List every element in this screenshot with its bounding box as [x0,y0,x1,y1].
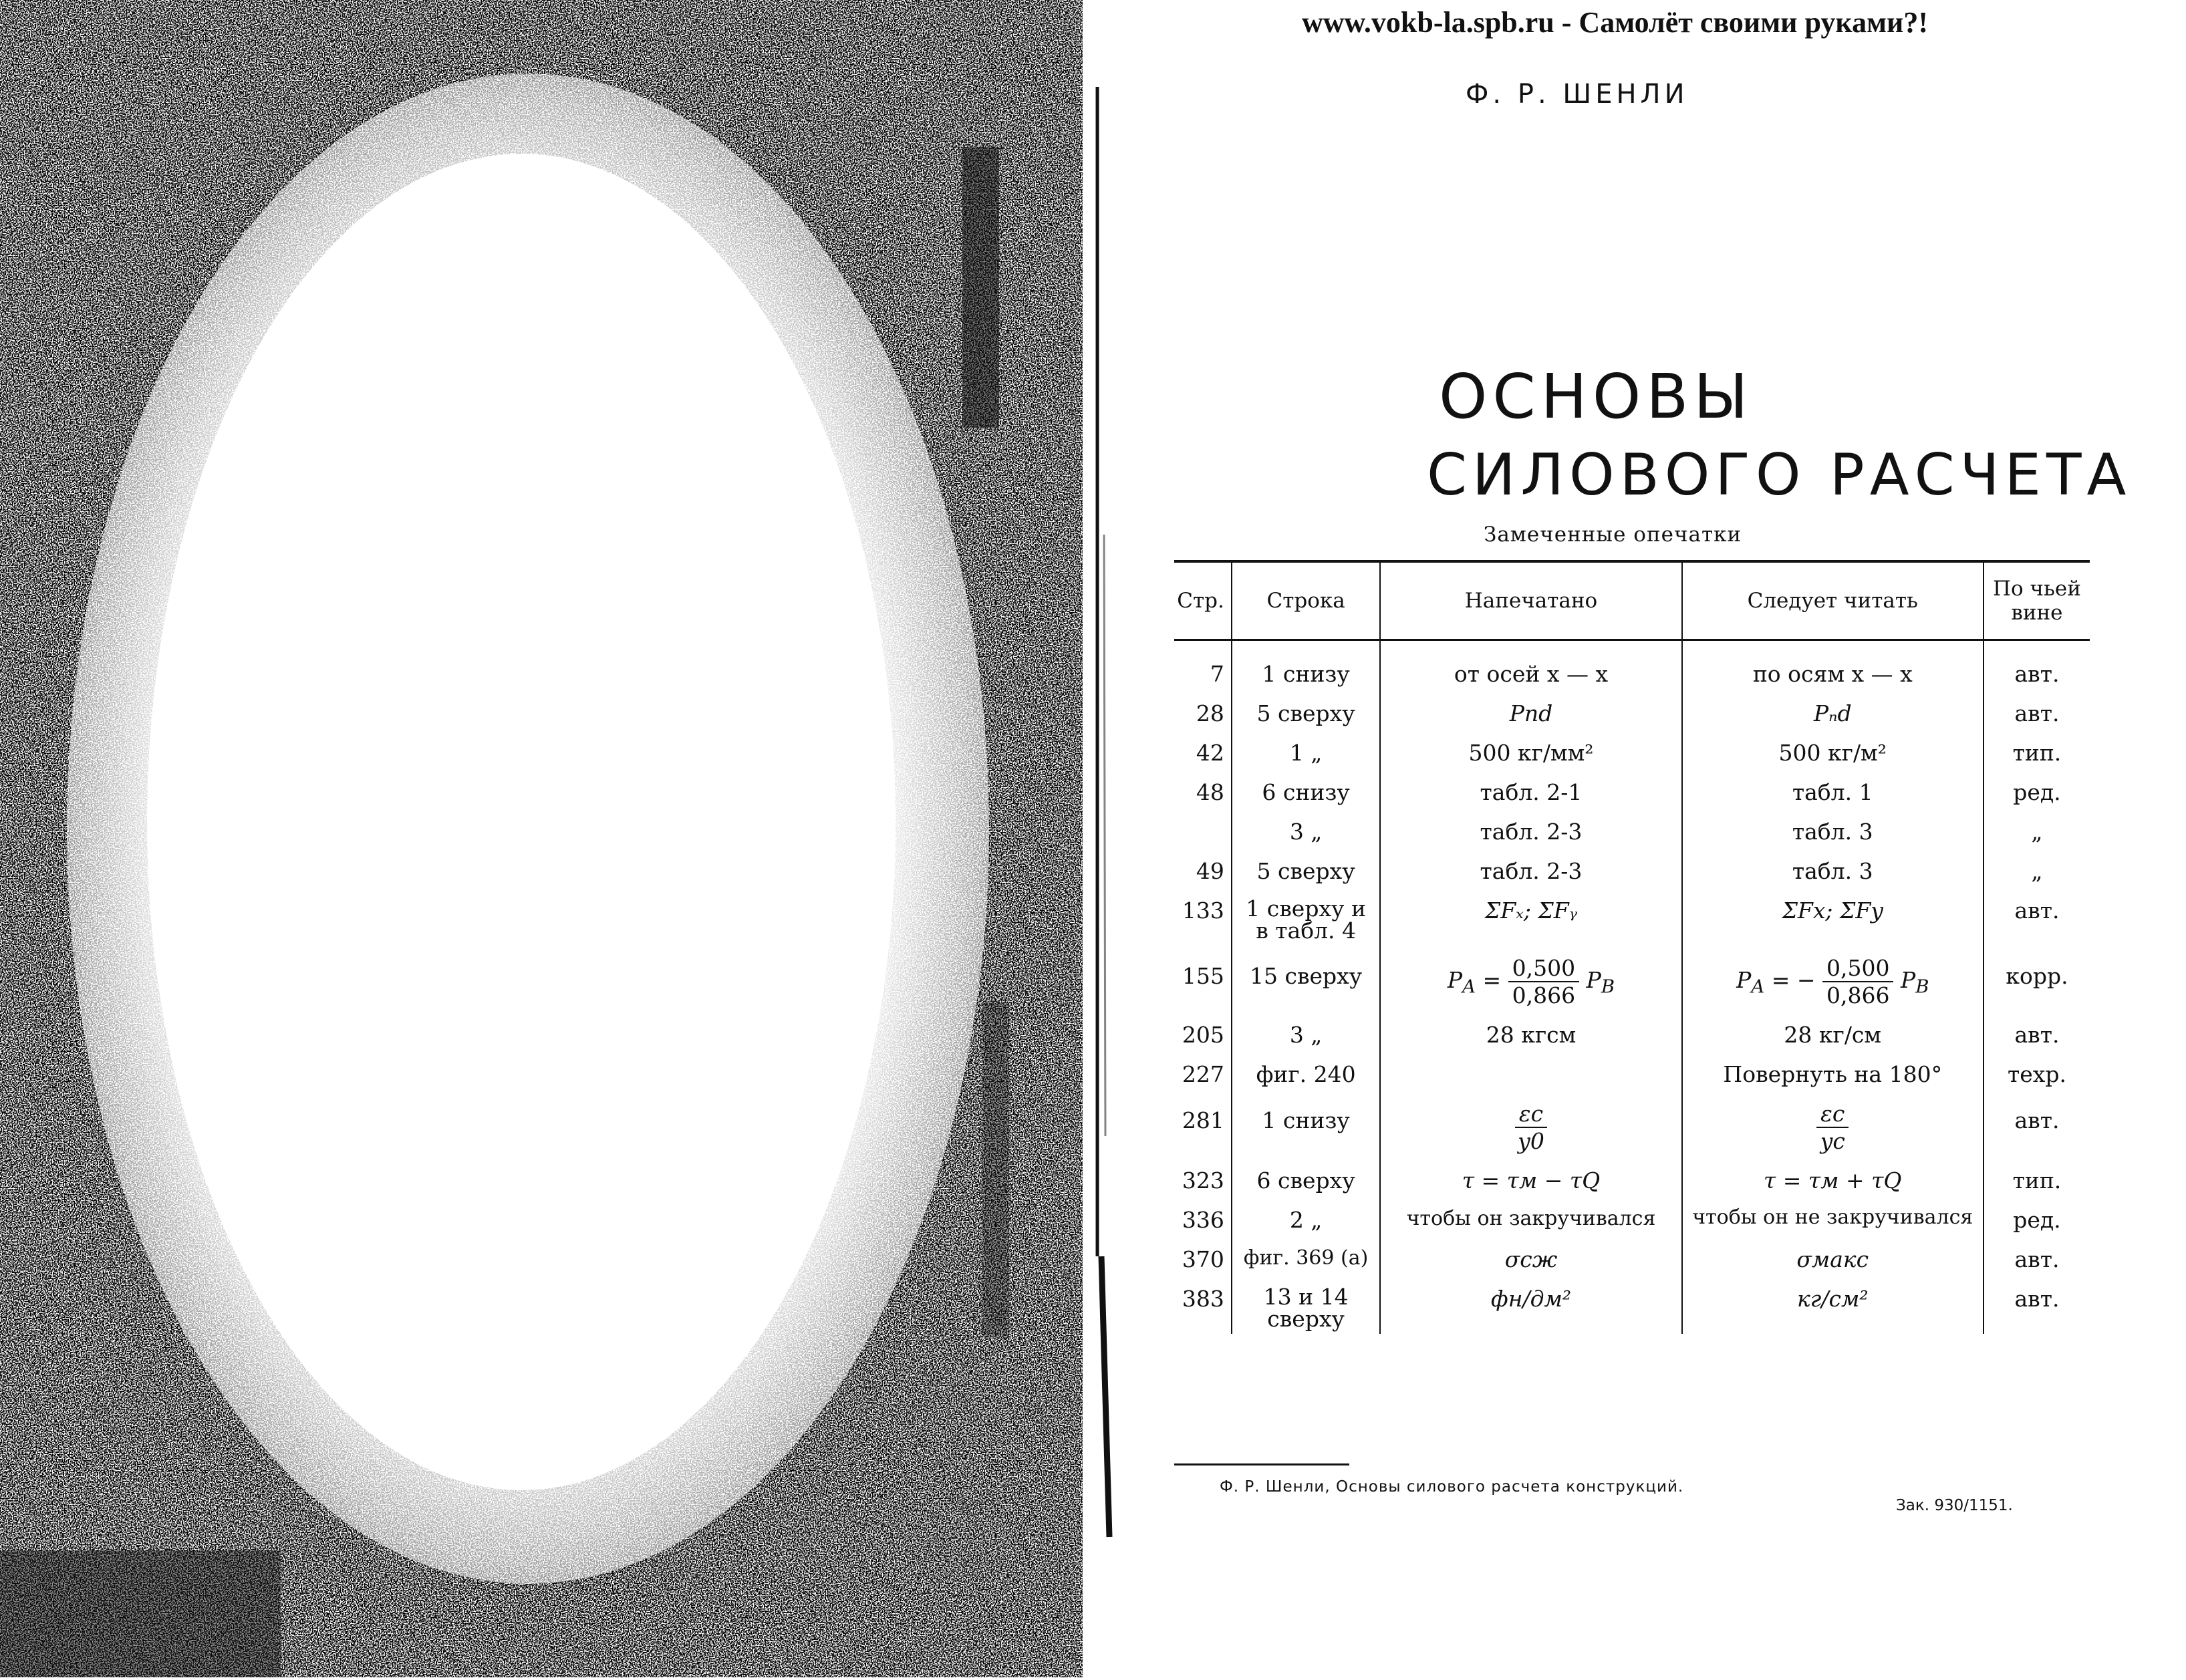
cell-correct: τ = τм + τQ [1682,1158,1984,1198]
cell-correct: 28 кг/см [1682,1012,1984,1052]
errata-header-row [1174,561,2090,640]
fraction-denominator: y0 [1518,1128,1544,1154]
cell-line: фиг. 369 (а) [1232,1237,1381,1276]
cell-printed: чтобы он закручивался [1380,1198,1681,1237]
cell-printed: от осей x — x [1380,640,1681,692]
cell-page: 370 [1182,1246,1224,1272]
table-row [1174,1012,2090,1052]
book-subtitle: СИЛОВОГО РАСЧЕТА [1427,442,2132,509]
book-spine [1083,0,1146,1677]
cell-fault: авт. [1984,888,2090,946]
cell-line: 15 сверху [1232,946,1381,1012]
fraction-numerator: 0,500 [1508,955,1579,982]
table-row [1174,770,2090,809]
cell-page: 133 [1182,897,1224,924]
formula-rhs-sub: B [1601,976,1615,998]
table-row [1174,640,2090,692]
cell-printed: σсж [1380,1237,1681,1276]
cell-correct: Повернуть на 180° [1682,1052,1984,1091]
cell-printed-formula [1380,1091,1681,1158]
table-row [1174,1091,2090,1158]
cell-printed: табл. 2-1 [1380,770,1681,809]
table-row [1174,888,2090,946]
fraction-denominator: 0,866 [1512,982,1576,1008]
formula-lhs: P [1447,967,1463,993]
cell-printed: ΣFₓ; ΣFᵧ [1380,888,1681,946]
cell-page: 227 [1182,1061,1224,1087]
cell-page: 383 [1182,1286,1224,1312]
cell-correct: табл. 3 [1682,849,1984,888]
cell-page: 336 [1182,1207,1224,1233]
cell-page [1174,809,1232,849]
cell-line: 2 „ [1232,1198,1381,1237]
cell-correct: чтобы он не закручивался [1682,1198,1984,1237]
cell-printed: табл. 2-3 [1380,849,1681,888]
cell-page: 48 [1196,779,1224,805]
footnote: Ф. Р. Шенли, Основы силового расчета конструкций. [1220,1478,1684,1496]
fraction [1508,955,1579,1008]
cell-line: 5 сверху [1232,849,1381,888]
right-page [1146,0,2186,1677]
cell-page: 28 [1196,700,1224,726]
cell-correct: 500 кг/м² [1682,730,1984,770]
cell-line: 6 снизу [1232,770,1381,809]
formula-lhs-sub: A [1751,976,1765,998]
table-row [1174,1052,2090,1091]
cell-line: 5 сверху [1232,691,1381,730]
col-header-line: Строка [1232,561,1381,640]
book-title: ОСНОВЫ [1439,361,1754,432]
cell-line: 1 снизу [1232,1091,1381,1158]
cell-printed: табл. 2-3 [1380,809,1681,849]
cell-printed: фн/дм² [1380,1276,1681,1334]
footnote-rule [1174,1463,1349,1465]
cell-line: 13 и 14 сверху [1232,1276,1381,1334]
col-header-correct: Следует читать [1682,561,1984,640]
cell-correct: по осям x — x [1682,640,1984,692]
cell-page: 205 [1182,1022,1224,1048]
cell-correct-formula [1682,946,1984,1012]
fraction [1816,1101,1849,1154]
col-header-printed: Напечатано [1380,561,1681,640]
cell-fault: авт. [1984,1237,2090,1276]
fraction-numerator: εc [1515,1101,1547,1128]
cell-line: 1 снизу [1232,640,1381,692]
spine-shadow [1083,0,1146,1677]
order-number: Зак. 930/1151. [1896,1497,2013,1514]
formula-lhs-sub: A [1462,976,1476,998]
cell-fault: авт. [1984,640,2090,692]
cell-fault: ред. [1984,770,2090,809]
table-row [1174,730,2090,770]
book-subtitle-clipped [1280,438,2132,509]
cell-line: фиг. 240 [1232,1052,1381,1091]
cell-fault: авт. [1984,1012,2090,1052]
cell-printed: τ = τм − τQ [1380,1158,1681,1198]
cell-printed [1380,1052,1681,1091]
cell-fault: тип. [1984,730,2090,770]
formula-op: = [1482,967,1502,993]
col-header-page: Стр. [1174,561,1232,640]
cell-printed: 500 кг/мм² [1380,730,1681,770]
cell-correct: Pₙd [1682,691,1984,730]
col-header-fault: По чьей вине [1984,561,2090,640]
cell-line: 1 „ [1232,730,1381,770]
cell-page: 155 [1182,963,1224,989]
cell-printed: 28 кгсм [1380,1012,1681,1052]
fraction-numerator: εc [1816,1101,1849,1128]
formula-rhs: P [1586,967,1601,993]
cell-correct: табл. 1 [1682,770,1984,809]
formula-rhs: P [1900,967,1916,993]
table-row [1174,946,2090,1012]
cell-page: 7 [1210,661,1224,687]
table-row [1174,1276,2090,1334]
cell-line: 3 „ [1232,809,1381,849]
cell-page: 281 [1182,1107,1224,1133]
fraction-denominator: 0,866 [1826,982,1890,1008]
cell-correct: σмакс [1682,1237,1984,1276]
cell-correct: кг/см² [1682,1276,1984,1334]
book-author: Ф. Р. ШЕНЛИ [1466,79,1689,110]
cell-page: 49 [1196,858,1224,884]
fraction [1514,1101,1548,1154]
cell-fault: авт. [1984,1091,2090,1158]
formula-lhs: P [1736,967,1752,993]
errata-title: Замеченные опечатки [1484,523,1742,547]
table-row [1174,1158,2090,1198]
site-header: www.vokb-la.spb.ru - Самолёт своими руками?! [1302,6,1929,39]
cell-page: 323 [1182,1167,1224,1194]
formula-op: = − [1771,967,1816,993]
table-row [1174,1237,2090,1276]
cell-fault: корр. [1984,946,2090,1012]
cell-line: 1 сверху и в табл. 4 [1232,888,1381,946]
formula-rhs-sub: B [1915,976,1929,998]
table-row [1174,1198,2090,1237]
cell-fault: „ [1984,849,2090,888]
cell-fault: тип. [1984,1158,2090,1198]
cell-fault: техр. [1984,1052,2090,1091]
fraction-denominator: yc [1820,1128,1845,1154]
scan-noise-border [0,0,1083,1677]
cell-printed: Pnd [1380,691,1681,730]
cell-correct-formula [1682,1091,1984,1158]
left-blank-page [0,0,1083,1677]
cell-fault: авт. [1984,1276,2090,1334]
cell-printed-formula [1380,946,1681,1012]
cell-fault: ред. [1984,1198,2090,1237]
cell-page: 42 [1196,740,1224,766]
fraction-numerator: 0,500 [1822,955,1893,982]
table-row [1174,691,2090,730]
cell-correct: табл. 3 [1682,809,1984,849]
cell-line: 6 сверху [1232,1158,1381,1198]
table-row [1174,809,2090,849]
errata-table [1174,560,2090,1334]
cell-line: 3 „ [1232,1012,1381,1052]
cell-fault: „ [1984,809,2090,849]
cell-correct: ΣFx; ΣFy [1682,888,1984,946]
table-row [1174,849,2090,888]
cell-fault: авт. [1984,691,2090,730]
fraction [1822,955,1893,1008]
